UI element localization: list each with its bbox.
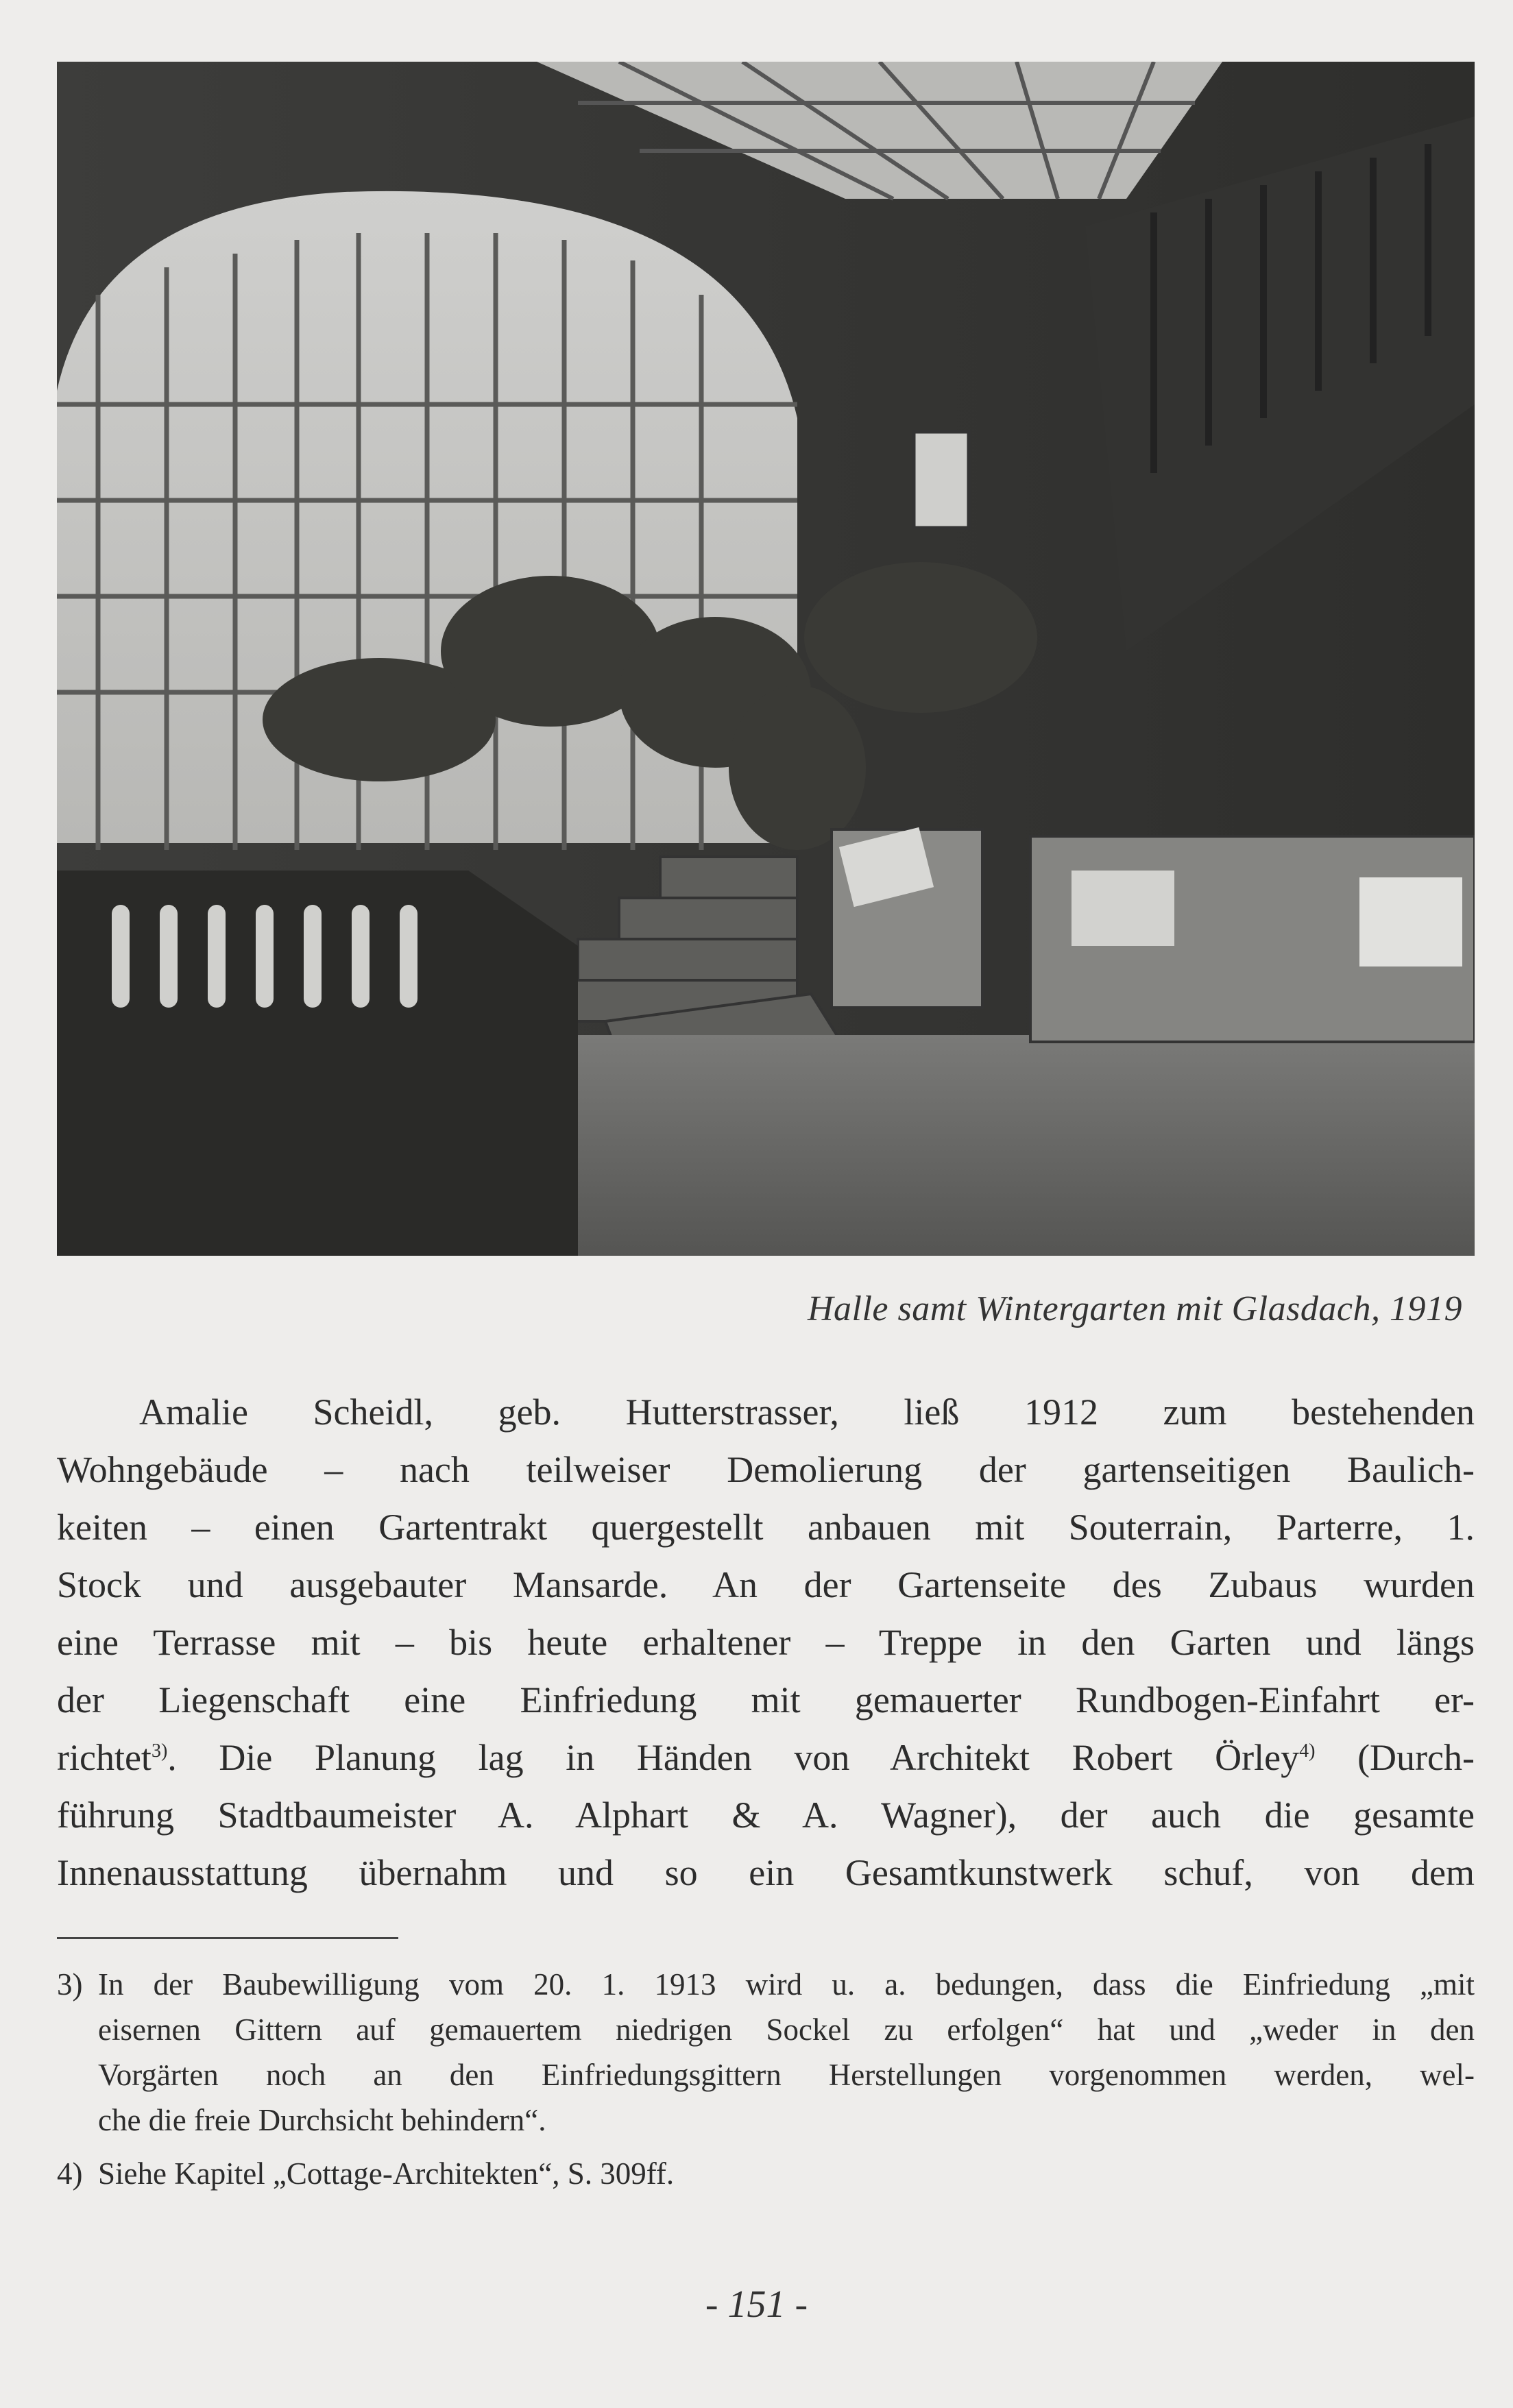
footnote-number: 3) (57, 1967, 83, 2002)
footnote-3 (57, 1962, 1475, 2143)
body-text-segment: (Durch- (1315, 1737, 1475, 1778)
body-line (57, 1729, 1475, 1786)
interior-photograph (57, 62, 1475, 1256)
body-text-segment: . Die Planung lag in Händen von Architekt Robert Örley (167, 1737, 1300, 1778)
footnote-line: Siehe Kapitel „Cottage-Architekten“, S. 309ff. (98, 2156, 675, 2191)
body-paragraph (57, 1383, 1475, 1901)
footnote-divider (57, 1937, 398, 1939)
footnote-ref-4[interactable]: 4) (1299, 1740, 1316, 1762)
footnote-4 (57, 2151, 1475, 2196)
body-line: Stock und ausgebauter Mansarde. An der Gartenseite des Zubaus wurden (57, 1564, 1475, 1605)
body-line: keiten – einen Gartentrakt quergestellt anbauen mit Souterrain, Parterre, 1. (57, 1507, 1475, 1548)
body-line: Amalie Scheidl, geb. Hutterstrasser, ließ 1912 zum bestehenden (139, 1391, 1475, 1433)
footnote-ref-3[interactable]: 3) (151, 1740, 168, 1762)
body-text-segment: richtet (57, 1737, 152, 1778)
footnote-line: eisernen Gittern auf gemauertem niedrigen Sockel zu erfolgen“ hat und „weder in den (98, 2012, 1475, 2047)
body-line: führung Stadtbaumeister A. Alphart & A. Wagner), der auch die gesamte (57, 1795, 1475, 1836)
footnote-line: In der Baubewilligung vom 20. 1. 1913 wird u. a. bedungen, dass die Einfriedung „mit (98, 1967, 1475, 2002)
page-number: - 151 - (705, 2283, 808, 2326)
body-line: eine Terrasse mit – bis heute erhaltener – Treppe in den Garten und längs (57, 1622, 1475, 1663)
photo-caption: Halle samt Wintergarten mit Glasdach, 1919 (807, 1289, 1462, 1328)
body-line: Wohngebäude – nach teilweiser Demolierung der gartenseitigen Baulich- (57, 1449, 1475, 1490)
footnotes (57, 1962, 1475, 2196)
footnote-number: 4) (57, 2156, 83, 2191)
footnote-line: che die freie Durchsicht behindern“. (98, 2103, 546, 2137)
body-line: der Liegenschaft eine Einfriedung mit gemauerter Rundbogen-Einfahrt er- (57, 1679, 1475, 1720)
photo-hall-winter-garden-icon (57, 62, 1475, 1256)
body-line: Innenausstattung übernahm und so ein Gesamtkunstwerk schuf, von dem (57, 1852, 1475, 1893)
footnote-line: Vorgärten noch an den Einfriedungsgittern Herstellungen vorgenommen werden, wel- (98, 2058, 1475, 2092)
